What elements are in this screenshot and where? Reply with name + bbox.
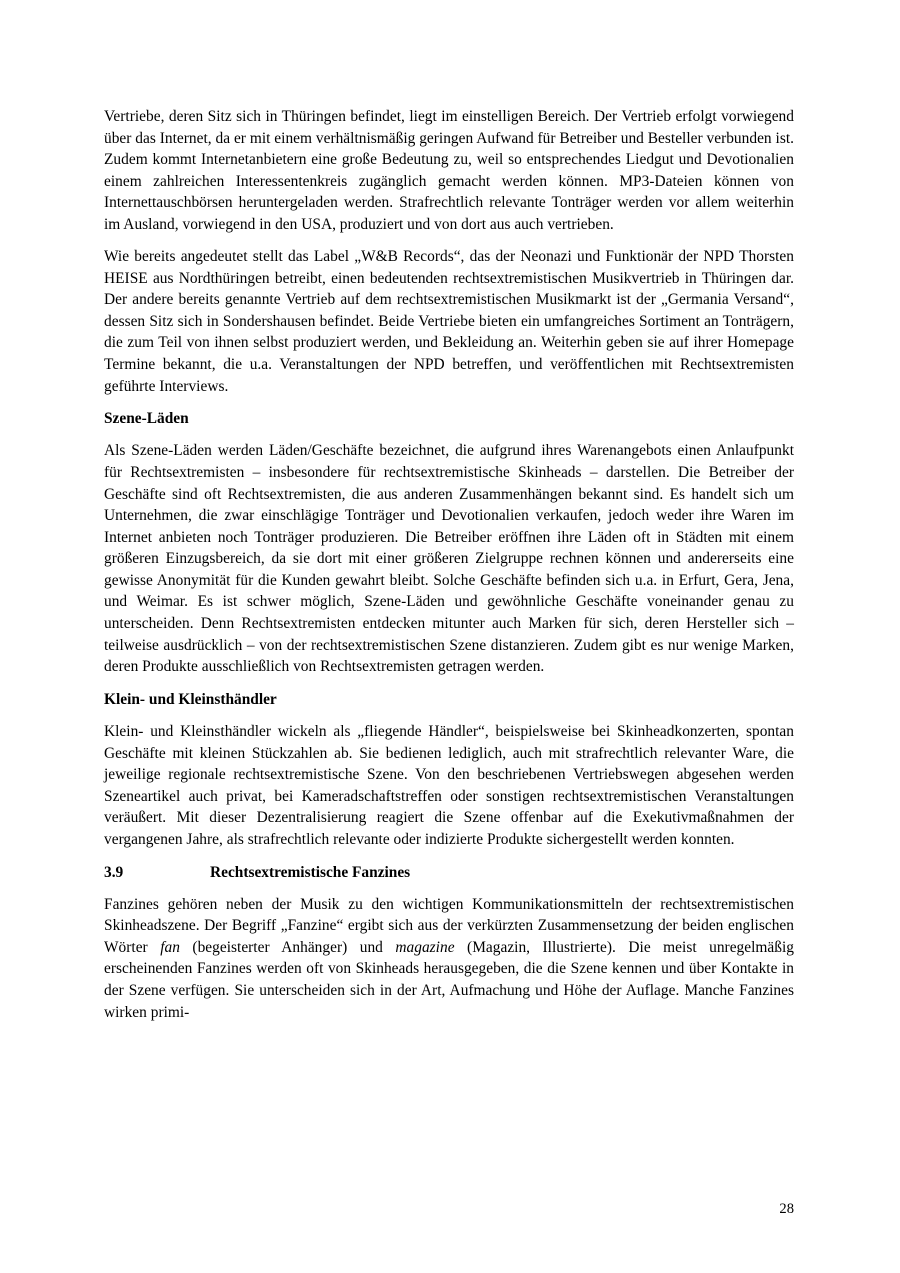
page-content bbox=[104, 106, 794, 1023]
fanzines-text-part-1: Fanzines gehören neben der Musik zu den wichtigen Kommunikationsmitteln der rechtsextremistischen Skinheadszene. Der Begriff „Fanzine“ ergibt sich aus der verkürzten Zusammensetzung der beiden englischen Wörter bbox=[104, 895, 794, 956]
heading-klein-und-kleinsthaendler: Klein- und Kleinsthändler bbox=[104, 690, 277, 708]
fanzines-text-part-3: (Magazin, Illustrierte). Die meist unregelmäßig erscheinenden Fanzines werden oft von Skinheads herausgegeben, die die Szene kennen und über Kontakte in der Szene verfügen. Sie unterscheiden sich in der Art, Aufmachung und Höhe der Auflage. Manche Fanzines wirken primi- bbox=[104, 938, 794, 1021]
paragraph-klein-und-kleinsthaendler: Klein- und Kleinsthändler wickeln als „fliegende Händler“, beispielsweise bei Skinheadkonzerten, spontan Geschäfte mit kleinen Stückzahlen ab. Sie bedienen lediglich, auch mit strafrechtlich relevanter Ware, die jeweilige regionale rechtsextremistische Szene. Von den beschriebenen Vertriebswegen abgesehen werden Szeneartikel auch privat, bei Kameradschaftstreffen oder sonstigen rechtsextremistischen Veranstaltungen veräußert. Mit dieser Dezentralisierung reagiert die Szene offenbar auf die Exekutivmaßnahmen der vergangenen Jahre, als strafrechtlich relevante oder indizierte Produkte sichergestellt werden konnten. bbox=[104, 722, 794, 848]
section-title: Rechtsextremistische Fanzines bbox=[210, 863, 411, 881]
paragraph-vertriebe: Vertriebe, deren Sitz sich in Thüringen befindet, liegt im einstelligen Bereich. Der Vertrieb erfolgt vorwiegend über das Internet, da er mit einem verhältnismäßig geringen Aufwand für Betreiber und Besteller verbunden ist. Zudem kommt Internetanbietern eine große Bedeutung zu, weil so entsprechendes Liedgut und Devotionalien einem zahlreichen Interessentenkreis zugänglich gemacht werden können. MP3-Dateien können von Internettauschbörsen heruntergeladen werden. Strafrechtlich relevante Tonträger werden vor allem weiterhin im Ausland, vorwiegend in den USA, produziert und von dort aus auch vertrieben. bbox=[104, 108, 794, 233]
heading-szene-laeden: Szene-Läden bbox=[104, 410, 189, 428]
italic-word-fan: fan bbox=[160, 938, 180, 956]
fanzines-text-part-2: (begeisterter Anhänger) und bbox=[179, 938, 396, 956]
page-number: 28 bbox=[779, 1201, 794, 1217]
italic-word-magazine: magazine bbox=[395, 938, 455, 956]
section-heading-3-9 bbox=[104, 862, 794, 884]
paragraph-fanzines bbox=[104, 894, 794, 1024]
paragraph-label-wb-records: Wie bereits angedeutet stellt das Label „W&B Records“, das der Neonazi und Funktionär der NPD Thorsten HEISE aus Nordthüringen betreibt, einen bedeutenden rechtsextremistischen Musikvertrieb in Thüringen dar. Der andere bereits genannte Vertrieb auf dem rechtsextremistischen Musikmarkt ist der „Germania Versand“, dessen Sitz sich in Sondershausen befindet. Beide Vertriebe bieten ein umfangreiches Sortiment an Tonträgern, die zum Teil von ihnen selbst produziert werden, und Bekleidung an. Weiterhin geben sie auf ihrer Homepage Termine bekannt, die u.a. Veranstaltungen der NPD betreffen, und veröffentlichen mit Rechtsextremisten geführte Interviews. bbox=[104, 248, 794, 395]
paragraph-szene-laeden: Als Szene-Läden werden Läden/Geschäfte bezeichnet, die aufgrund ihres Warenangebots einen Anlaufpunkt für Rechtsextremisten – insbesondere für rechtsextremistische Skinheads – darstellen. Die Betreiber der Geschäfte sind oft Rechtsextremisten, die aus anderen Zusammenhängen bekannt sind. Es handelt sich um Unternehmen, die zwar einschlägige Tonträger und Devotionalien verkaufen, jedoch weder ihre Waren im Internet anbieten noch Tonträger produzieren. Die Betreiber eröffnen ihre Läden oft in Städten mit einem größeren Einzugsbereich, da sie dort mit einer größeren Zielgruppe rechnen können und andererseits eine gewisse Anonymität für die Kunden gewahrt bleibt. Solche Geschäfte befinden sich u.a. in Erfurt, Gera, Jena, und Weimar. Es ist schwer möglich, Szene-Läden und gewöhnliche Geschäfte voneinander genau zu unterscheiden. Denn Rechtsextremisten entdecken mitunter auch Marken für sich, deren Hersteller sich – teilweise ausdrücklich – von der rechtsextremistischen Szene distanzieren. Zudem gibt es nur wenige Marken, deren Produkte ausschließlich von Rechtsextremisten getragen werden. bbox=[104, 442, 794, 676]
section-number: 3.9 bbox=[104, 863, 124, 881]
